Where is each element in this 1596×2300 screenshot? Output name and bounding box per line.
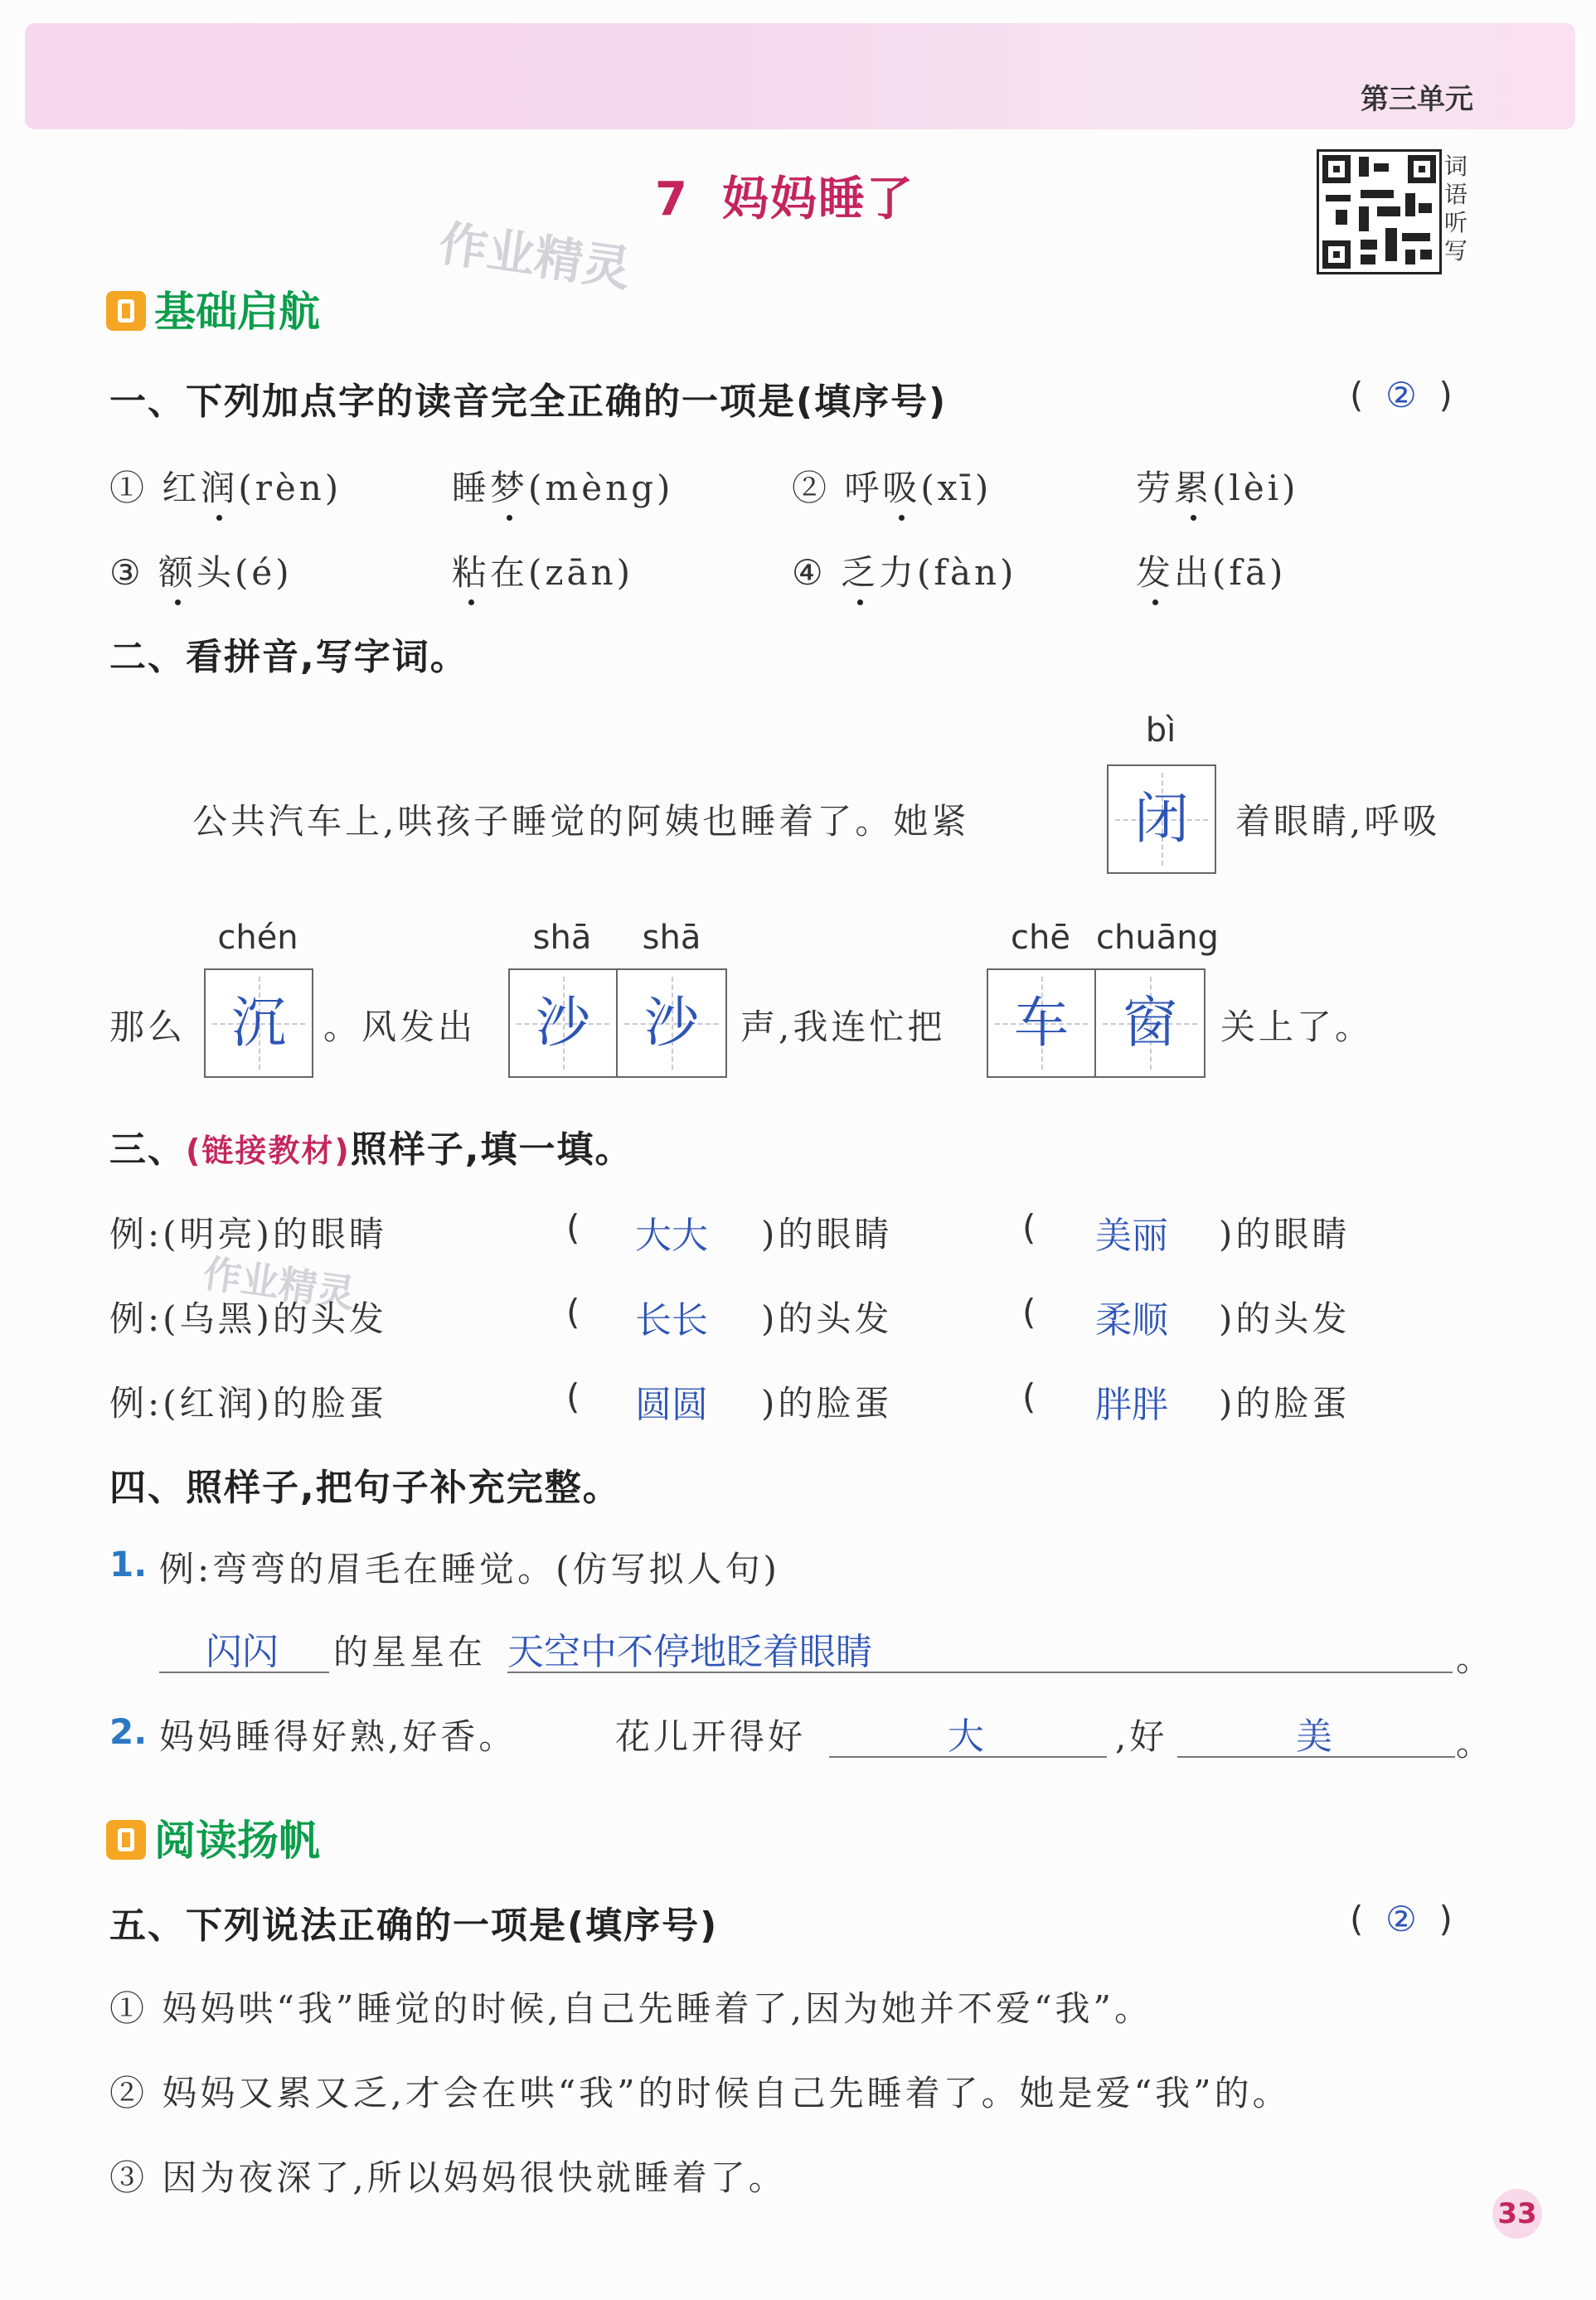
- lesson-name: 妈妈睡了: [721, 172, 914, 226]
- question-3-title: 三、(链接教材)照样子,填一填。: [109, 1128, 633, 1171]
- q4-item-1-line-1: [159, 1672, 329, 1673]
- q3-row-2-answer-2: 柔顺: [1095, 1299, 1168, 1342]
- q3-row-3-answer-2: 胖胖: [1095, 1384, 1168, 1426]
- q3-row-1-answer-1: 大大: [635, 1215, 708, 1257]
- q4-item-2-number: 2.: [109, 1711, 148, 1752]
- q3-row-1-suffix-1: )的眼睛: [761, 1214, 893, 1254]
- lesson-number: 7: [655, 172, 689, 226]
- q5-option-3: ③ 因为夜深了,所以妈妈很快就睡着了。: [109, 2157, 787, 2198]
- q4-item-2-mid: 花儿开得好: [615, 1716, 807, 1757]
- q2-line2-end: 关上了。: [1220, 1007, 1374, 1047]
- q3-row-3-suffix-2: )的脸蛋: [1219, 1383, 1351, 1424]
- q4-item-1-number: 1.: [109, 1544, 148, 1584]
- q1-option-3: ③ 额头(é): [109, 546, 293, 595]
- q5-answer-bracket: ( ② ): [1350, 1899, 1453, 1939]
- page-number: 33: [1492, 2189, 1542, 2239]
- q4-item-2-line-2: [1177, 1756, 1455, 1758]
- answer-box-chen: 沉: [204, 968, 313, 1078]
- qr-code-icon[interactable]: [1317, 149, 1442, 274]
- q3-row-2-suffix-1: )的头发: [761, 1298, 893, 1339]
- section-basic-heading: 基础启航: [106, 279, 320, 338]
- pinyin-sha-2: shā: [642, 919, 701, 957]
- question-1-title: 一、下列加点字的读音完全正确的一项是(填序号): [109, 381, 948, 423]
- q1-option-2-b: 劳累(lèi): [1136, 461, 1299, 511]
- q3-row-1-example: 例:(明亮)的眼睛: [109, 1214, 387, 1254]
- q5-option-2: ② 妈妈又累又乏,才会在哄“我”的时候自己先睡着了。她是爱“我”的。: [109, 2073, 1291, 2113]
- q1-option-2: ② 呼吸(xī): [792, 461, 992, 511]
- q1-answer: ②: [1385, 375, 1417, 415]
- anchor-icon: [106, 291, 146, 331]
- question-2-title: 二、看拼音,写字词。: [109, 636, 468, 678]
- q4-item-1-line-2: [507, 1672, 1453, 1673]
- q4-item-2-end: 。: [1456, 1723, 1495, 1764]
- answer-box-shasha: 沙 沙: [508, 968, 727, 1078]
- q3-row-1-suffix-2: )的眼睛: [1219, 1214, 1351, 1254]
- q3-row-3-open-1: (: [566, 1376, 580, 1417]
- pinyin-chuang: chuāng: [1096, 919, 1219, 957]
- question-4-title: 四、照样子,把句子补充完整。: [109, 1467, 621, 1509]
- q4-item-2-line-1: [829, 1756, 1107, 1758]
- q1-option-1-b: 睡梦(mèng): [452, 461, 673, 511]
- q2-line2-pre: 那么: [109, 1007, 187, 1047]
- q5-answer: ②: [1385, 1899, 1417, 1939]
- q3-row-3-open-2: (: [1022, 1376, 1036, 1417]
- answer-box-chechuang: 车 窗: [987, 968, 1205, 1078]
- q4-item-2-comma: ,好: [1115, 1716, 1168, 1757]
- q3-row-1-answer-2: 美丽: [1095, 1215, 1168, 1257]
- q2-line2-mid2: 声,我连忙把: [740, 1007, 946, 1047]
- q4-item-1-fill-2: 天空中不停地眨着眼睛: [507, 1631, 872, 1673]
- q1-option-3-b: 粘在(zān): [452, 546, 633, 595]
- q2-line2-mid1: 。风发出: [323, 1007, 477, 1047]
- unit-label: 第三单元: [1361, 83, 1473, 116]
- q2-line1-text: 公共汽车上,哄孩子睡觉的阿姨也睡着了。她紧: [192, 801, 970, 842]
- qr-label: 词 语 听 写: [1444, 153, 1468, 264]
- q3-row-2-suffix-2: )的头发: [1219, 1298, 1351, 1339]
- pinyin-sha-1: shā: [532, 919, 592, 957]
- top-banner: [25, 23, 1575, 129]
- q4-item-2-fill-2: 美: [1296, 1715, 1332, 1758]
- pinyin-bi: bì: [1145, 711, 1176, 750]
- question-5-title: 五、下列说法正确的一项是(填序号): [109, 1905, 719, 1947]
- q3-row-3-example: 例:(红润)的脸蛋: [109, 1383, 387, 1424]
- q4-item-1-text: 例:弯弯的眉毛在睡觉。(仿写拟人句): [159, 1549, 780, 1589]
- q4-item-1-end: 。: [1456, 1638, 1495, 1679]
- q3-row-1-open-2: (: [1022, 1207, 1036, 1248]
- section-reading-heading: 阅读扬帆: [106, 1807, 320, 1867]
- watermark: 作业精灵: [435, 215, 634, 298]
- q1-option-4-b: 发出(fā): [1136, 546, 1286, 595]
- q4-item-1-fill-1: 闪闪: [206, 1631, 279, 1673]
- q5-option-1: ① 妈妈哄“我”睡觉的时候,自己先睡着了,因为她并不爱“我”。: [109, 1988, 1152, 2029]
- sail-icon: [106, 1820, 146, 1860]
- q4-item-1-mid: 的星星在: [333, 1632, 487, 1672]
- q3-row-3-answer-1: 圆圆: [635, 1384, 708, 1426]
- q3-row-2-answer-1: 长长: [635, 1299, 708, 1342]
- answer-box-bi: 闭: [1107, 764, 1216, 874]
- q3-row-2-example: 例:(乌黑)的头发: [109, 1298, 387, 1339]
- q1-answer-bracket: ( ② ): [1350, 375, 1453, 415]
- pinyin-chen: chén: [217, 919, 298, 957]
- q3-row-1-open-1: (: [566, 1207, 580, 1248]
- q1-option-1: ① 红润(rèn): [109, 461, 342, 511]
- q3-row-2-open-1: (: [566, 1292, 580, 1332]
- q4-item-2-text: 妈妈睡得好熟,好香。: [159, 1716, 517, 1757]
- q3-row-2-open-2: (: [1022, 1292, 1036, 1332]
- watermark-2: 作业精灵: [200, 1250, 358, 1317]
- q1-option-4: ④ 乏力(fàn): [792, 546, 1016, 595]
- pinyin-che: chē: [1011, 919, 1070, 957]
- q3-row-3-suffix-1: )的脸蛋: [761, 1383, 893, 1424]
- q4-item-2-fill-1: 大: [948, 1715, 984, 1758]
- q2-line1-after: 着眼睛,呼吸: [1235, 801, 1441, 842]
- lesson-title: [655, 163, 914, 229]
